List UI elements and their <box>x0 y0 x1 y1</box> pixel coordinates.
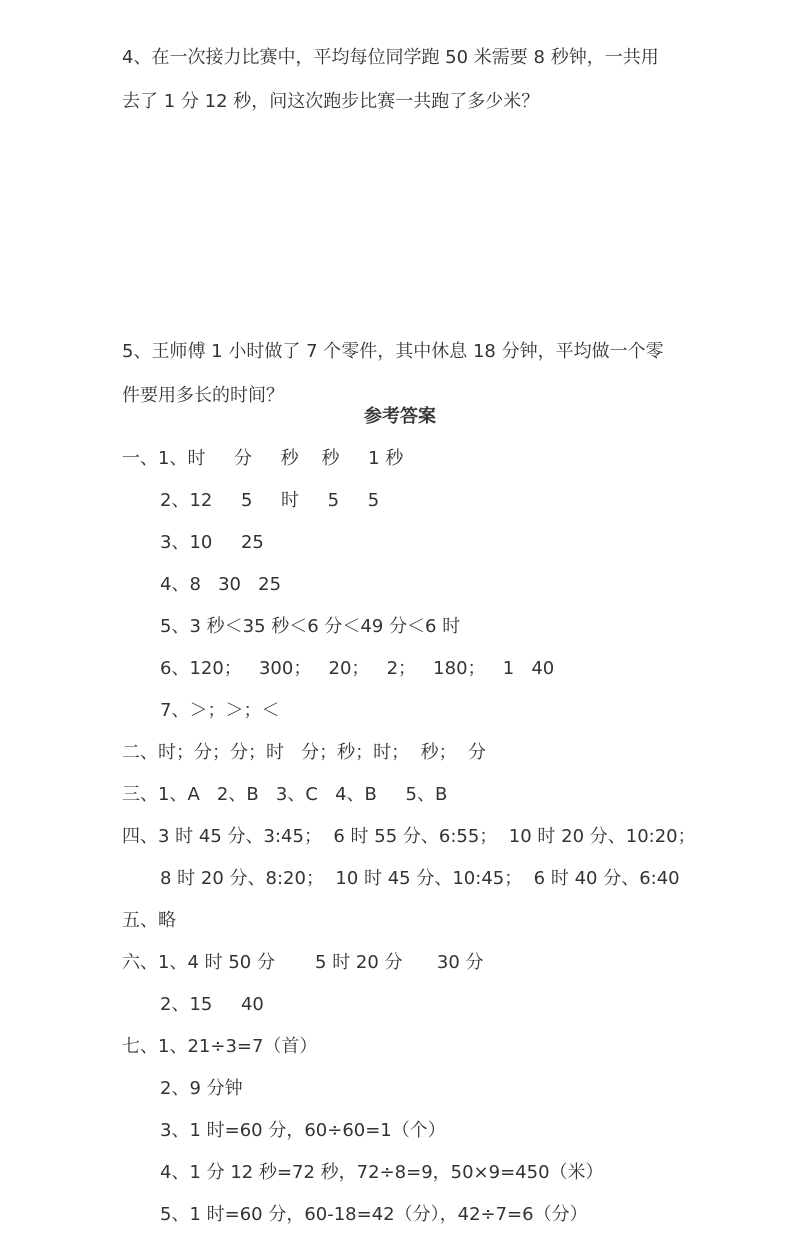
answer-line-17: 3、1 时=60 分，60÷60=1（个） <box>160 1120 446 1141</box>
answer-line-5: 5、3 秒＜35 秒＜6 分＜49 分＜6 时 <box>160 616 461 637</box>
answer-line-14: 2、15 40 <box>160 994 264 1015</box>
answer-line-6: 6、120； 300； 20； 2； 180； 1 40 <box>160 658 555 679</box>
question-5-line-2: 件要用多长的时间？ <box>122 385 284 406</box>
answer-line-11: 8 时 20 分、8:20； 10 时 45 分、10:45； 6 时 40 分、6:40 <box>160 868 680 889</box>
answer-key-title: 参考答案 <box>364 406 436 427</box>
answer-line-4: 4、8 30 25 <box>160 574 282 595</box>
answer-line-18: 4、1 分 12 秒=72 秒，72÷8=9，50×9=450（米） <box>160 1162 604 1183</box>
answer-line-15: 七、1、21÷3=7（首） <box>122 1036 318 1057</box>
answer-line-1: 一、1、时 分 秒 秒 1 秒 <box>122 448 404 469</box>
answer-line-13: 六、1、4 时 50 分 5 时 20 分 30 分 <box>122 952 484 973</box>
question-5-line-1: 5、王师傅 1 小时做了 7 个零件，其中休息 18 分钟，平均做一个零 <box>122 341 664 362</box>
answer-line-12: 五、略 <box>122 910 176 931</box>
question-4-line-2: 去了 1 分 12 秒，问这次跑步比赛一共跑了多少米？ <box>122 91 540 112</box>
question-4 <box>122 36 702 124</box>
answer-line-10: 四、3 时 45 分、3:45； 6 时 55 分、6:55； 10 时 20 分、10:20； <box>122 826 696 847</box>
answer-line-2: 2、12 5 时 5 5 <box>160 490 380 511</box>
answer-line-8: 二、时；分；分；时 分；秒；时； 秒； 分 <box>122 742 487 763</box>
answer-line-3: 3、10 25 <box>160 532 264 553</box>
question-4-line-1: 4、在一次接力比赛中，平均每位同学跑 50 米需要 8 秒钟，一共用 <box>122 47 659 68</box>
answer-line-19: 5、1 时=60 分，60-18=42（分），42÷7=6（分） <box>160 1204 588 1225</box>
answer-line-16: 2、9 分钟 <box>160 1078 243 1099</box>
answer-line-9: 三、1、A 2、B 3、C 4、B 5、B <box>122 784 448 805</box>
answer-line-7: 7、＞；＞；＜ <box>160 700 280 721</box>
